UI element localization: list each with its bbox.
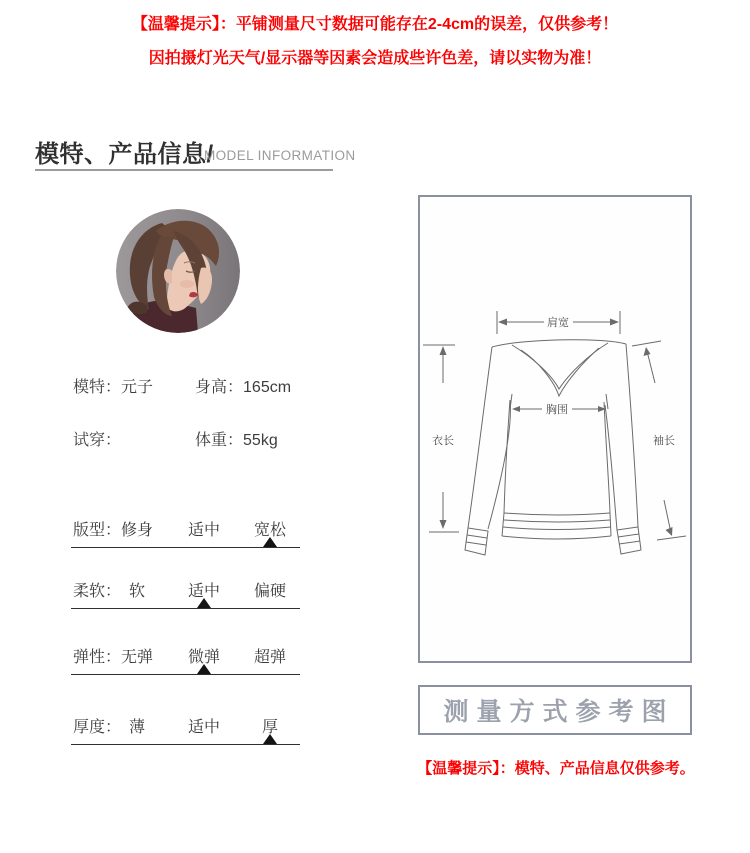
diagram-caption: 测量方式参考图 (443, 697, 675, 726)
scale-line (71, 744, 300, 745)
height-pair (195, 374, 291, 397)
scale-option: 适中 (187, 583, 221, 600)
model-info-row-1 (0, 374, 420, 396)
length-label: 衣长 (432, 435, 454, 447)
scale-row-fit (0, 517, 420, 561)
measurement-diagram-box (418, 195, 692, 663)
weight-pair (195, 427, 278, 450)
model-name-pair (73, 374, 153, 397)
model-portrait-illustration (116, 209, 240, 333)
section-subtitle: MODEL INFORMATION (204, 148, 356, 163)
scale-option: 微弹 (187, 649, 221, 666)
scale-line (71, 674, 300, 675)
sweater-measurement-diagram (420, 197, 690, 661)
notice-line-1: 【温馨提示】：平铺测量尺寸数据可能存在2-4cm的误差，仅供参考！ (131, 16, 619, 33)
tryon-pair (73, 427, 121, 450)
model-info-row-2 (0, 427, 420, 449)
scale-option: 无弹 (120, 649, 154, 666)
shoulder-width-label: 肩宽 (547, 317, 569, 329)
scale-option: 适中 (187, 719, 221, 736)
scale-option: 厚 (261, 719, 279, 736)
scale-option: 薄 (128, 719, 146, 736)
scale-marker-triangle (197, 664, 211, 674)
scale-option: 超弹 (253, 649, 287, 666)
scale-label: 柔软： (73, 583, 122, 600)
scale-row-thickness (0, 714, 420, 758)
scale-marker-triangle (197, 598, 211, 608)
scale-marker-triangle (263, 537, 277, 547)
scale-marker-triangle (263, 734, 277, 744)
scale-line (71, 608, 300, 609)
scale-label: 弹性： (73, 649, 122, 666)
scale-option: 宽松 (253, 522, 287, 539)
notice-line-2: 因拍摄灯光天气/显示器等因素会造成些许色差，请以实物为准！ (148, 50, 602, 67)
model-label: 模特： (73, 379, 122, 396)
height-label: 身高： (195, 379, 244, 396)
scale-option: 偏硬 (253, 583, 287, 600)
diagram-caption-box (418, 685, 692, 735)
weight-label: 体重： (195, 432, 244, 449)
scale-option: 修身 (120, 522, 154, 539)
scale-row-softness (0, 578, 420, 622)
section-title: 模特、产品信息/ (35, 141, 214, 168)
sleeve-length-label: 袖长 (653, 435, 675, 447)
scale-line (71, 547, 300, 548)
scale-row-elasticity (0, 644, 420, 688)
weight-value: 55kg (243, 432, 278, 449)
tryon-label: 试穿： (73, 432, 122, 449)
model-value: 元子 (121, 379, 154, 396)
scale-label: 厚度： (73, 719, 122, 736)
scale-option: 软 (128, 583, 146, 600)
chest-label: 胸围 (546, 404, 568, 416)
scale-label: 版型： (73, 522, 122, 539)
height-value: 165cm (243, 379, 292, 396)
section-underline (35, 169, 333, 171)
model-photo (116, 209, 240, 333)
bottom-notice: 【温馨提示】：模特、产品信息仅供参考。 (417, 760, 695, 777)
scale-option: 适中 (187, 522, 221, 539)
